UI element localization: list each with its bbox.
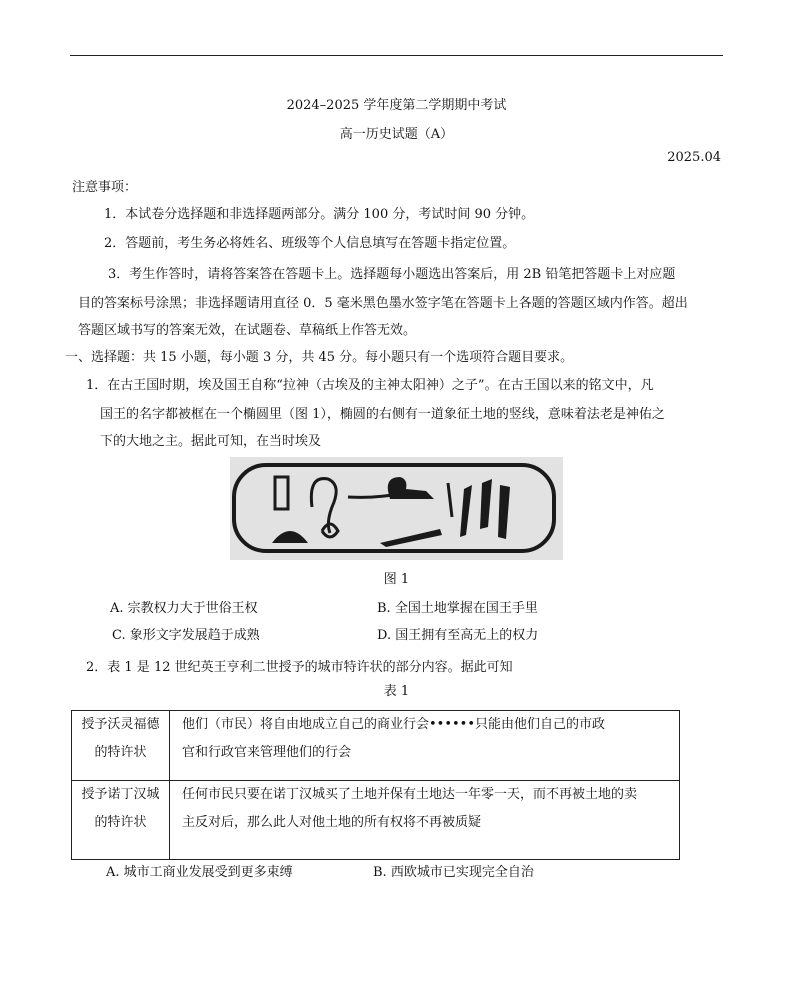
q1-stem-line3: 下的大地之主。据此可知，在当时埃及	[100, 434, 322, 449]
notice-item-2: 2．答题前，考生务必将姓名、班级等个人信息填写在答题卡指定位置。	[104, 236, 516, 251]
q2-option-a: A. 城市工商业发展受到更多束缚	[106, 865, 293, 880]
cartouche-hieroglyph-illustration	[230, 457, 563, 560]
notice-item-3-cont1: 目的答案标号涂黑；非选择题请用直径 0．5 毫米黑色墨水签字笔在答题卡上各题的答题区域内作答。超出	[78, 296, 688, 311]
notice-item-3-cont2: 答题区域书写的答案无效，在试题卷、草稿纸上作答无效。	[78, 323, 417, 338]
table-content-cell: 他们（市民）将自由地成立自己的商业行会••••••只能由他们自己的市政 官和行政官来管理他们的行会	[170, 711, 680, 781]
q2-stem: 2．表 1 是 12 世纪英王亨利二世授予的城市特许状的部分内容。据此可知	[86, 660, 513, 675]
q2-option-b: B. 西欧城市已实现完全自治	[373, 865, 534, 880]
exam-date: 2025.04	[667, 150, 721, 165]
q1-option-b: B. 全国土地掌握在国王手里	[377, 601, 538, 616]
cartouche-figure	[230, 457, 563, 560]
q1-option-a: A. 宗教权力大于世俗王权	[110, 601, 258, 616]
table-caption: 表 1	[383, 684, 410, 699]
table-row	[72, 781, 680, 860]
notice-item-3: 3．考生作答时，请将答案答在答题卡上。选择题每小题选出答案后，用 2B 铅笔把答题卡上对应题	[108, 267, 676, 282]
q1-option-c: C. 象形文字发展趋于成熟	[112, 628, 260, 643]
q1-stem-line1: 1．在古王国时期，埃及国王自称“拉神（古埃及的主神太阳神）之子”。在古王国以来的铭文中，凡	[86, 378, 654, 393]
exam-subtitle: 高一历史试题（A）	[339, 127, 454, 142]
figure-caption: 图 1	[383, 572, 410, 587]
section-heading: 一、选择题：共 15 小题，每小题 3 分，共 45 分。每小题只有一个选项符合题目要求。	[65, 350, 574, 365]
q1-option-d: D. 国王拥有至高无上的权力	[377, 628, 539, 643]
table-label-cell: 授予沃灵福德 的特许状	[72, 711, 170, 781]
notice-item-1: 1．本试卷分选择题和非选择题两部分。满分 100 分，考试时间 90 分钟。	[104, 207, 535, 222]
table-label-cell: 授予诺丁汉城 的特许状	[72, 781, 170, 860]
charter-table	[71, 710, 680, 860]
table-content-cell: 任何市民只要在诺丁汉城买了土地并保有土地达一年零一天，而不再被土地的卖 主反对后，那么此人对他土地的所有权将不再被质疑	[170, 781, 680, 860]
table-row	[72, 711, 680, 781]
exam-title: 2024–2025 学年度第二学期期中考试	[286, 98, 507, 113]
top-rule	[70, 55, 723, 56]
q1-stem-line2: 国王的名字都被框在一个椭圆里（图 1），椭圆的右侧有一道象征土地的竖线，意味着法老是神佑之	[100, 407, 665, 422]
notice-heading: 注意事项：	[72, 180, 138, 195]
